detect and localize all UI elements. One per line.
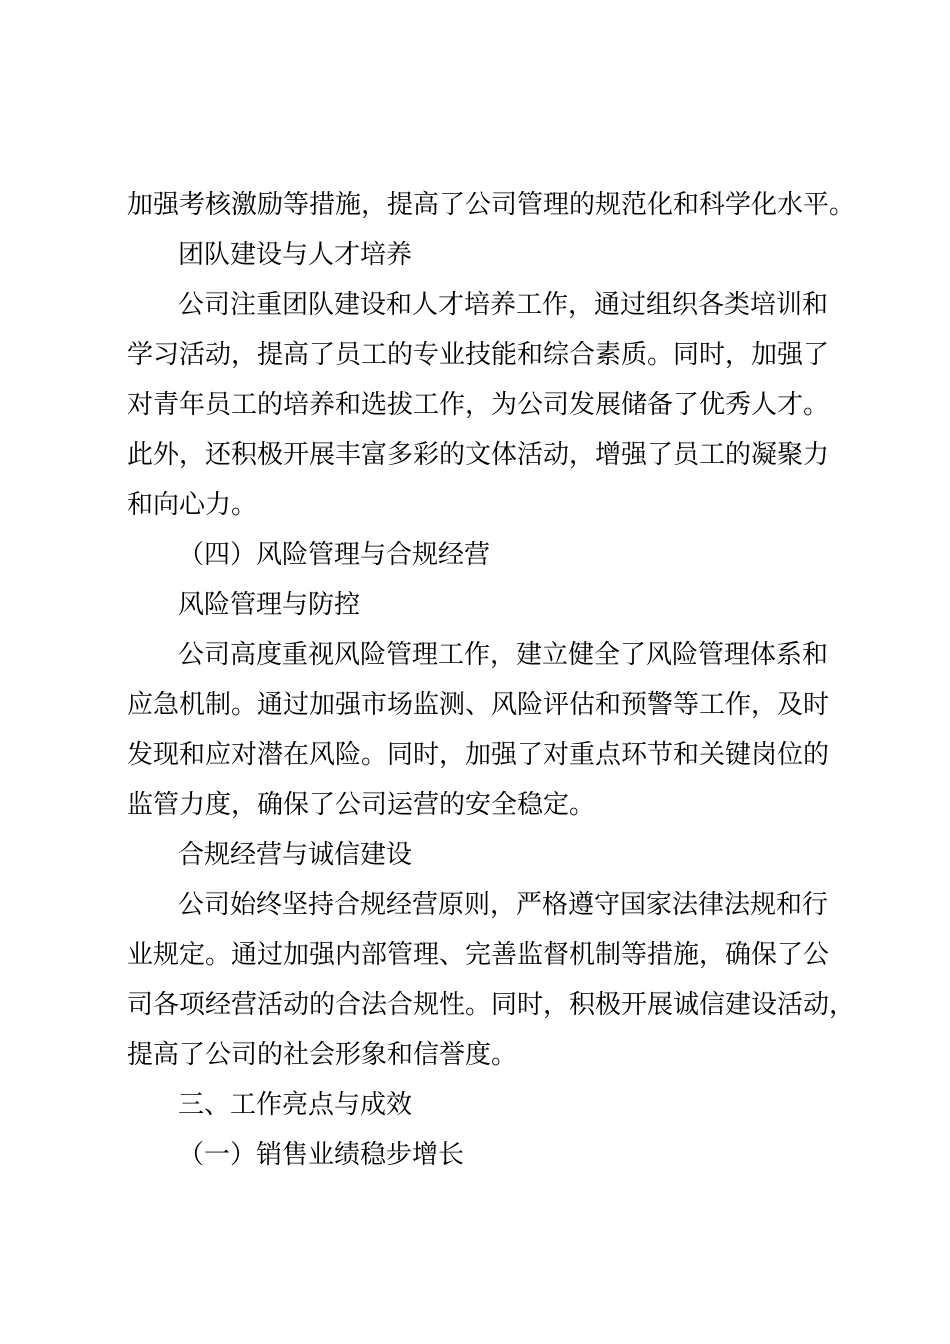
- paragraph-line: 对青年员工的培养和选拔工作，为公司发展储备了优秀人才。: [127, 390, 830, 420]
- paragraph-line: 业规定。通过加强内部管理、完善监督机制等措施，确保了公: [127, 940, 830, 970]
- subsection-heading-risk-control: 风险管理与防控: [178, 590, 361, 620]
- paragraph-line: 加强考核激励等措施，提高了公司管理的规范化和科学化水平。: [127, 190, 856, 220]
- section-heading-risk: （四）风险管理与合规经营: [178, 540, 491, 570]
- paragraph-line: 司各项经营活动的合法合规性。同时，积极开展诚信建设活动，: [127, 990, 856, 1020]
- subsection-heading-team: 团队建设与人才培养: [178, 240, 413, 270]
- paragraph-line: 发现和应对潜在风险。同时，加强了对重点环节和关键岗位的: [127, 740, 830, 770]
- paragraph-line: 监管力度，确保了公司运营的安全稳定。: [127, 790, 596, 820]
- paragraph-line: 提高了公司的社会形象和信誉度。: [127, 1040, 518, 1070]
- paragraph-line: 公司始终坚持合规经营原则，严格遵守国家法律法规和行: [178, 890, 829, 920]
- paragraph-line: 学习活动，提高了员工的专业技能和综合素质。同时，加强了: [127, 340, 830, 370]
- paragraph-line: 此外，还积极开展丰富多彩的文体活动，增强了员工的凝聚力: [127, 440, 830, 470]
- subsection-heading-compliance: 合规经营与诚信建设: [178, 840, 413, 870]
- paragraph-line: 公司注重团队建设和人才培养工作，通过组织各类培训和: [178, 290, 829, 320]
- paragraph-line: 和向心力。: [127, 490, 258, 520]
- chapter-heading-highlights: 三、工作亮点与成效: [178, 1090, 413, 1120]
- paragraph-line: 公司高度重视风险管理工作，建立健全了风险管理体系和: [178, 640, 829, 670]
- section-heading-sales: （一）销售业绩稳步增长: [178, 1140, 465, 1170]
- paragraph-line: 应急机制。通过加强市场监测、风险评估和预警等工作，及时: [127, 690, 830, 720]
